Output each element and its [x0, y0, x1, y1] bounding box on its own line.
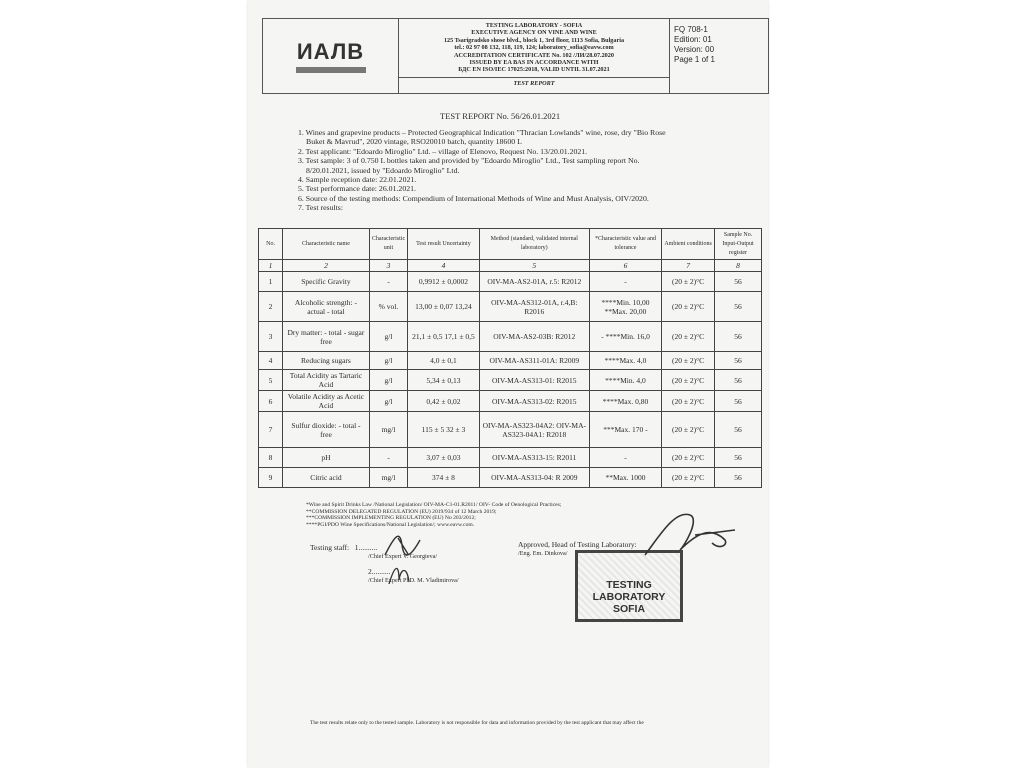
- staff-signatory-2: /Chief Expert PhD. M. Vladimirova/: [368, 577, 459, 584]
- cell-sample: 56: [715, 468, 762, 488]
- index-cell: 2: [283, 260, 370, 272]
- doc-type: TEST REPORT: [399, 77, 669, 87]
- agency-name: EXECUTIVE AGENCY ON VINE AND WINE: [471, 29, 597, 37]
- cell-method: OIV-MA-AS313-04: R 2009: [479, 468, 589, 488]
- item-line: 5. Test performance date: 26.01.2021.: [298, 184, 416, 194]
- cell-method: OIV-MA-AS2-03B: R2012: [479, 322, 589, 352]
- cell-result: 21,1 ± 0,5 17,1 ± 0,5: [408, 322, 480, 352]
- cell-ambient: (20 ± 2)°C: [662, 370, 715, 391]
- cell-method: OIV-MA-AS313-01: R2015: [479, 370, 589, 391]
- edition: Edition: 01: [674, 35, 712, 44]
- table-row: [259, 391, 762, 412]
- cell-name: pH: [283, 448, 370, 468]
- stamp-line: TESTING: [606, 579, 652, 591]
- cell-no: 9: [259, 468, 283, 488]
- cell-name: Dry matter: - total - sugar free: [283, 322, 370, 352]
- accreditation: ACCREDITATION CERTIFICATE No. 102 /ЛИ/28.07.2020: [454, 51, 614, 59]
- cell-sample: 56: [715, 448, 762, 468]
- table-row: [259, 292, 762, 322]
- lab-contacts: tel.: 02 97 08 132, 118, 119, 124; laboratory_sofia@eavw.com: [454, 44, 614, 52]
- table-row: [259, 412, 762, 448]
- version: Version: 00: [674, 45, 715, 54]
- cell-name: Volatile Acidity as Acetic Acid: [283, 391, 370, 412]
- cell-method: OIV-MA-AS312-01A, r.4,B: R2016: [479, 292, 589, 322]
- index-cell: 3: [369, 260, 407, 272]
- table-row: [259, 322, 762, 352]
- cell-name: Alcoholic strength: - actual - total: [283, 292, 370, 322]
- cell-ambient: (20 ± 2)°C: [662, 468, 715, 488]
- item-line: 4. Sample reception date: 22.01.2021.: [298, 175, 417, 185]
- cell-name: Sulfur dioxide: - total - free: [283, 412, 370, 448]
- cell-unit: mg/l: [369, 468, 407, 488]
- cell-sample: 56: [715, 292, 762, 322]
- signature-approval: [640, 505, 740, 565]
- item-line: 2. Test applicant: "Edoardo Miroglio" Ltd. – village of Elenovo, Request No. 13/20.01.2021.: [298, 146, 588, 156]
- item-line: 3. Test sample: 3 of 0.750 L bottles taken and provided by "Edoardo Miroglio" Ltd., Test sampling report No.: [298, 156, 640, 166]
- signature-1: [380, 530, 430, 560]
- cell-ambient: (20 ± 2)°C: [662, 448, 715, 468]
- cell-result: 115 ± 5 32 ± 3: [408, 412, 480, 448]
- index-row: [259, 260, 762, 272]
- staff-line-2: 2..........: [368, 567, 391, 576]
- cell-name: Total Acidity as Tartaric Acid: [283, 370, 370, 391]
- item-line: 7. Test results:: [298, 203, 344, 213]
- cell-result: 0,42 ± 0,02: [408, 391, 480, 412]
- cell-result: 374 ± 8: [408, 468, 480, 488]
- cell-unit: % vol.: [369, 292, 407, 322]
- index-cell: 8: [715, 260, 762, 272]
- staff-signatory-1: /Chief Expert V. Georgieva/: [368, 553, 438, 560]
- approval-label: Approved, Head of Testing Laboratory:: [518, 540, 637, 549]
- cell-no: 7: [259, 412, 283, 448]
- cell-result: 4,0 ± 0,1: [408, 352, 480, 370]
- item-line: 6. Source of the testing methods: Compendium of International Methods of Wine and Must Analysis, OIV/2020.: [298, 193, 649, 203]
- cell-unit: g/l: [369, 322, 407, 352]
- cell-ambient: (20 ± 2)°C: [662, 352, 715, 370]
- report-header: [262, 18, 769, 94]
- table-header-row: [259, 229, 762, 260]
- cell-unit: -: [369, 448, 407, 468]
- table-row: [259, 370, 762, 391]
- cell-tolerance: - ****Min. 16,0: [589, 322, 661, 352]
- footnote: **COMMISSION DELEGATED REGULATION (EU) 2019/934 of 12 March 2019;: [306, 508, 497, 515]
- cell-sample: 56: [715, 391, 762, 412]
- logo-bar: [296, 67, 366, 73]
- lab-address: 125 Tsarigradsko shose blvd., block 1, 3rd floor, 1113 Sofia, Bulgaria: [443, 36, 625, 44]
- cell-result: 5,34 ± 0,13: [408, 370, 480, 391]
- logo-text: ИАЛВ: [296, 39, 365, 64]
- footnote: ****PGI/PDO Wine Specifications/National Legislation/; www.eavw.com.: [306, 521, 475, 528]
- footnote: ***COMMISSION IMPLEMENTING REGULATION (EU) No 203/2012;: [306, 515, 476, 522]
- table-row: [259, 352, 762, 370]
- cell-name: Reducing sugars: [283, 352, 370, 370]
- col-header: No.: [259, 229, 283, 260]
- cell-no: 1: [259, 272, 283, 292]
- form-info: [670, 19, 768, 93]
- cell-unit: g/l: [369, 370, 407, 391]
- cell-no: 2: [259, 292, 283, 322]
- cell-no: 8: [259, 448, 283, 468]
- cell-tolerance: ****Max. 0,80: [589, 391, 661, 412]
- table-row: [259, 272, 762, 292]
- cell-name: Specific Gravity: [283, 272, 370, 292]
- form-code: FQ 708-1: [674, 25, 708, 34]
- cell-tolerance: -: [589, 272, 661, 292]
- cell-sample: 56: [715, 370, 762, 391]
- cell-method: OIV-MA-AS313-15: R2011: [479, 448, 589, 468]
- col-header: Characteristic unit: [369, 229, 407, 260]
- cell-method: OIV-MA-AS311-01A: R2009: [479, 352, 589, 370]
- index-cell: 1: [259, 260, 283, 272]
- cell-tolerance: ****Max. 4,0: [589, 352, 661, 370]
- item-line: Buket & Mavrud", 2020 vintage, RSO20010 batch, quantity 18600 L: [306, 137, 522, 147]
- cell-unit: g/l: [369, 352, 407, 370]
- cell-unit: g/l: [369, 391, 407, 412]
- cell-ambient: (20 ± 2)°C: [662, 322, 715, 352]
- index-cell: 7: [662, 260, 715, 272]
- col-header: Ambient conditions: [662, 229, 715, 260]
- table-row: [259, 468, 762, 488]
- cell-result: 3,07 ± 0,03: [408, 448, 480, 468]
- cell-method: OIV-MA-AS323-04A2: OIV-MA-AS323-04A1: R2018: [479, 412, 589, 448]
- cell-sample: 56: [715, 272, 762, 292]
- stamp-line: LABORATORY: [592, 591, 666, 603]
- cell-ambient: (20 ± 2)°C: [662, 272, 715, 292]
- table-row: [259, 448, 762, 468]
- cell-tolerance: ****Min. 10,00 **Max. 20,00: [589, 292, 661, 322]
- cell-sample: 56: [715, 412, 762, 448]
- col-header: Test result Uncertainty: [408, 229, 480, 260]
- cell-method: OIV-MA-AS2-01A, r.5: R2012: [479, 272, 589, 292]
- cell-tolerance: **Max. 1000: [589, 468, 661, 488]
- item-line: 1. Wines and grapevine products – Protected Geographical Indication "Thracian Lowlands" wine, rose, dry "Bio Rose: [298, 128, 666, 137]
- signature-2: [385, 562, 415, 588]
- page-number: Page 1 of 1: [674, 55, 715, 64]
- footnote: *Wine and Spirit Drinks Law /National Legislation/ OIV-MA-C1-01.R2011/ OIV- Code of Oenological Practices;: [306, 502, 562, 508]
- cell-no: 3: [259, 322, 283, 352]
- staff-label: Testing staff:: [310, 543, 350, 552]
- cell-result: 0,9912 ± 0,0002: [408, 272, 480, 292]
- lab-info: [399, 19, 670, 93]
- cell-no: 6: [259, 391, 283, 412]
- iso-standard: БДС EN ISO/IEC 17025:2018, VALID UNTIL 31.07.2021: [458, 66, 610, 74]
- cell-unit: -: [369, 272, 407, 292]
- approval-name: /Eng. Em. Dinkova/: [518, 550, 568, 557]
- col-header: Characteristic name: [283, 229, 370, 260]
- lab-name: TESTING LABORATORY - SOFIA: [485, 22, 583, 29]
- agency-logo: [263, 19, 399, 93]
- cell-ambient: (20 ± 2)°C: [662, 412, 715, 448]
- col-header: Sample No. Input-Output register: [715, 229, 762, 260]
- cell-method: OIV-MA-AS313-02: R2015: [479, 391, 589, 412]
- col-header: Method (standard, validated internal laboratory): [479, 229, 589, 260]
- index-cell: 6: [589, 260, 661, 272]
- cell-tolerance: ***Max. 170 -: [589, 412, 661, 448]
- cell-name: Citric acid: [283, 468, 370, 488]
- cell-tolerance: -: [589, 448, 661, 468]
- report-items: [298, 128, 758, 213]
- cell-result: 13,00 ± 0,07 13,24: [408, 292, 480, 322]
- item-line: 8/20.01.2021, issued by "Edoardo Miroglio" Ltd.: [306, 165, 460, 175]
- index-cell: 4: [408, 260, 480, 272]
- cell-ambient: (20 ± 2)°C: [662, 292, 715, 322]
- table-body: [259, 272, 762, 488]
- cell-sample: 56: [715, 322, 762, 352]
- stamp-line: SOFIA: [612, 603, 646, 615]
- index-cell: 5: [479, 260, 589, 272]
- footer-disclaimer: The test results relate only to the tested sample. Laboratory is not responsible for data and information provided by the test applicant that may affect the: [310, 720, 644, 726]
- results-table: [258, 228, 762, 488]
- staff-line-1: 1..........: [354, 543, 378, 552]
- cell-tolerance: ****Min. 4,0: [589, 370, 661, 391]
- cell-ambient: (20 ± 2)°C: [662, 391, 715, 412]
- cell-unit: mg/l: [369, 412, 407, 448]
- cell-no: 5: [259, 370, 283, 391]
- issued-by: ISSUED BY EA BAS IN ACCORDANCE WITH: [469, 59, 599, 67]
- col-header: *Characteristic value and tolerance: [589, 229, 661, 260]
- report-title: TEST REPORT No. 56/26.01.2021: [440, 111, 561, 121]
- cell-sample: 56: [715, 352, 762, 370]
- cell-no: 4: [259, 352, 283, 370]
